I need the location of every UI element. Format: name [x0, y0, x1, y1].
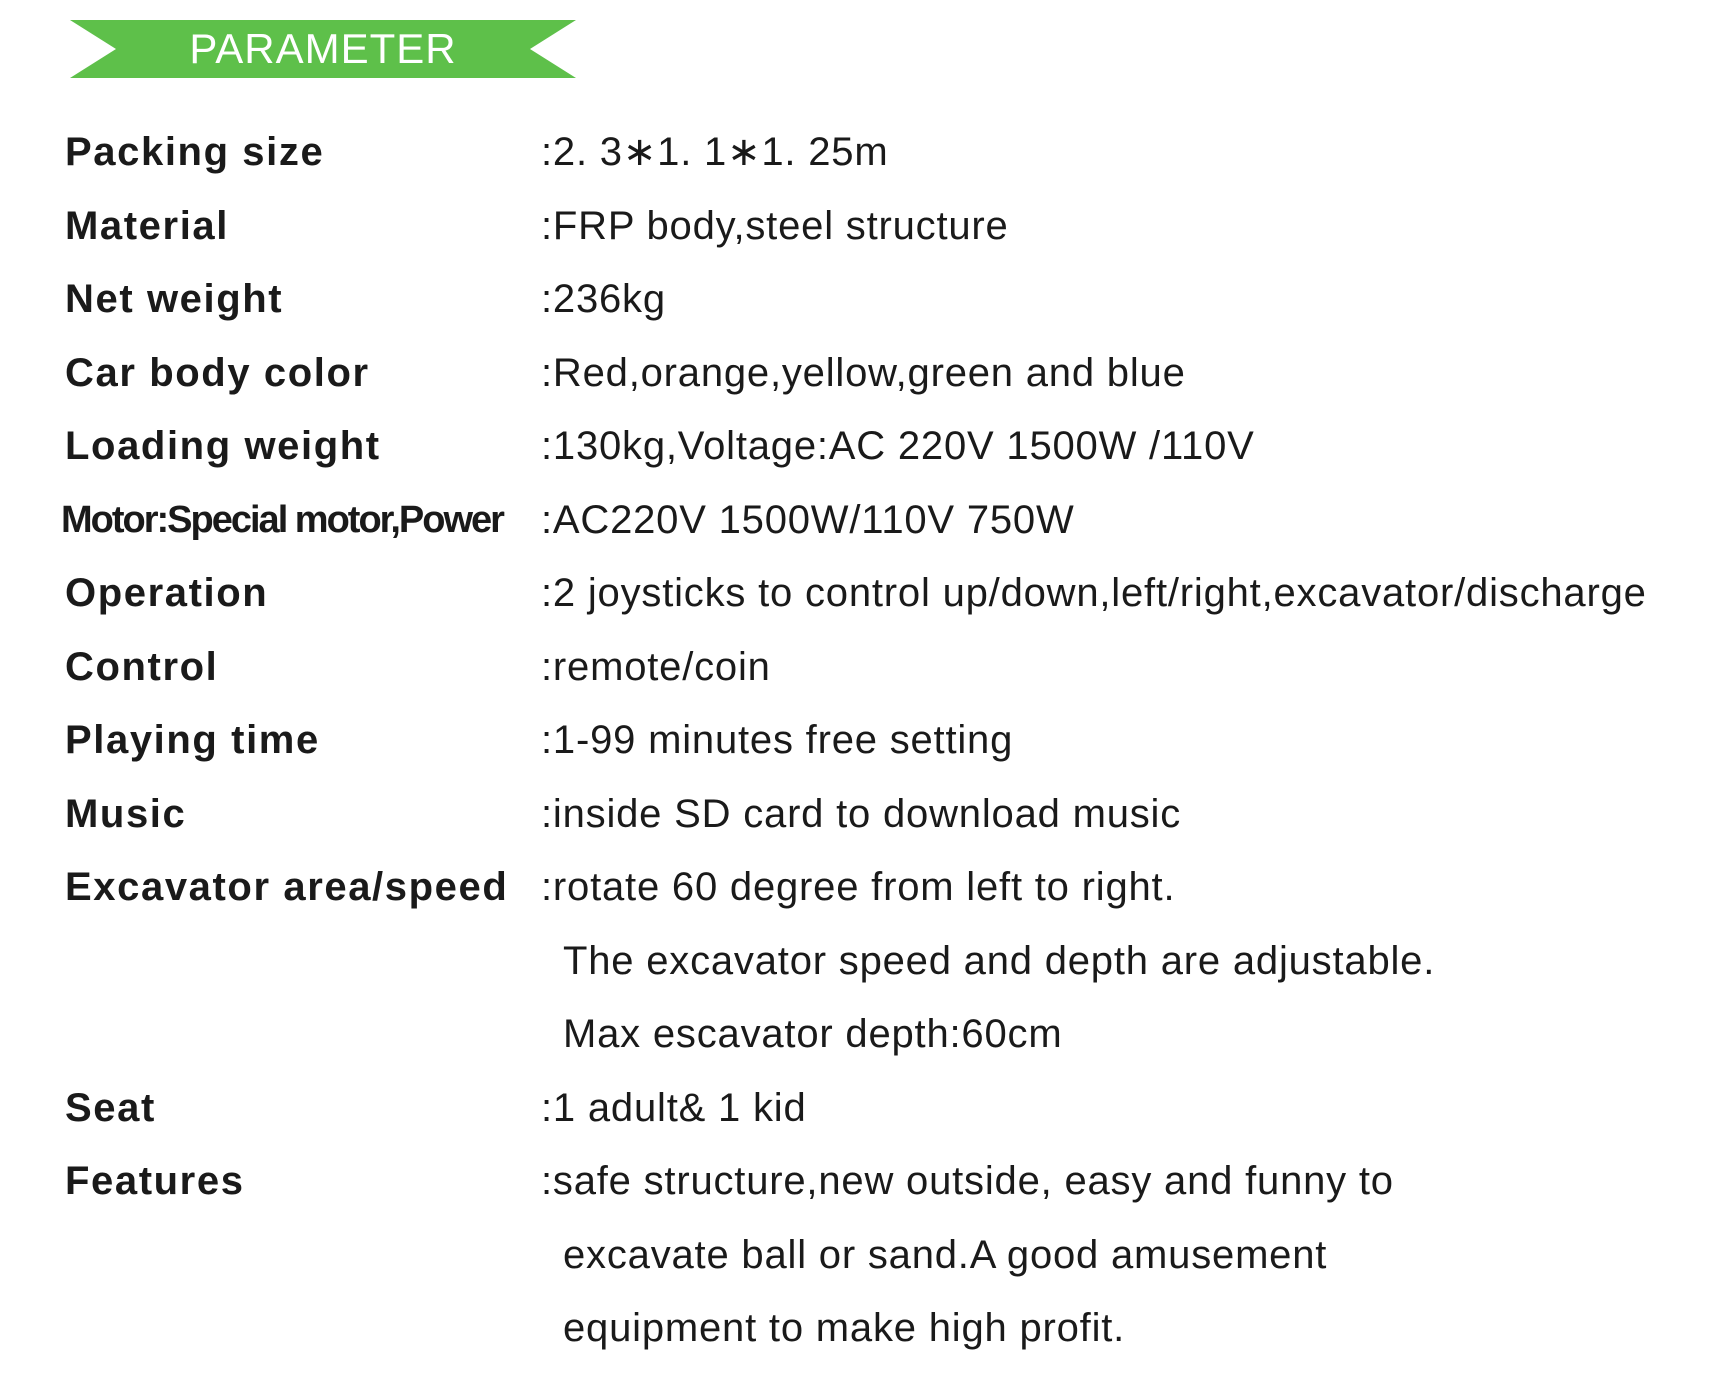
param-line — [0, 998, 1735, 1072]
param-line — [0, 557, 1735, 631]
param-row — [0, 116, 1735, 190]
param-line — [0, 190, 1735, 264]
param-value: The excavator speed and depth are adjustable. — [563, 938, 1436, 983]
param-value: :rotate 60 degree from left to right. — [541, 865, 1176, 909]
param-line — [0, 704, 1735, 778]
param-value: :remote/coin — [541, 644, 771, 689]
param-value: :1 adult& 1 kid — [541, 1085, 807, 1130]
param-line — [0, 410, 1735, 484]
param-line — [0, 1219, 1735, 1293]
param-label: Net weight — [65, 277, 284, 321]
param-label: Operation — [65, 571, 269, 615]
param-value: :Red,orange,yellow,green and blue — [541, 350, 1186, 395]
param-value: :2 joysticks to control up/down,left/right,excavator/discharge — [541, 571, 1647, 615]
param-row — [0, 484, 1735, 558]
param-row — [0, 631, 1735, 705]
param-line — [0, 778, 1735, 852]
param-line — [0, 631, 1735, 705]
param-row — [0, 778, 1735, 852]
param-row — [0, 1072, 1735, 1146]
param-label: Playing time — [65, 718, 320, 762]
param-row — [0, 1145, 1735, 1366]
param-value: :1-99 minutes free setting — [541, 718, 1014, 762]
param-row — [0, 557, 1735, 631]
param-line — [0, 484, 1735, 558]
param-row — [0, 851, 1735, 1072]
param-row — [0, 704, 1735, 778]
banner-title: PARAMETER — [189, 25, 457, 72]
param-label: Material — [65, 203, 229, 248]
param-value: :130kg,Voltage:AC 220V 1500W /110V — [541, 424, 1255, 468]
param-label: Packing size — [65, 130, 325, 174]
param-line — [0, 116, 1735, 190]
param-line — [0, 851, 1735, 925]
param-value: :safe structure,new outside, easy and funny to — [541, 1159, 1394, 1203]
param-label: Control — [65, 644, 219, 689]
parameter-banner — [70, 20, 576, 78]
param-line — [0, 1145, 1735, 1219]
param-label: Excavator area/speed — [65, 865, 509, 909]
param-label: Music — [65, 791, 187, 836]
parameter-list — [0, 116, 1735, 1366]
param-label: Seat — [65, 1085, 156, 1130]
param-value: :inside SD card to download music — [541, 791, 1182, 836]
param-label: Motor:Special motor,Power — [61, 498, 503, 541]
param-line — [0, 925, 1735, 999]
param-value: excavate ball or sand.A good amusement — [563, 1232, 1328, 1277]
param-line — [0, 1292, 1735, 1366]
param-line — [0, 337, 1735, 411]
param-label: Loading weight — [65, 424, 381, 468]
param-line — [0, 1072, 1735, 1146]
param-label: Car body color — [65, 350, 370, 395]
param-line — [0, 263, 1735, 337]
param-value: :AC220V 1500W/110V 750W — [541, 497, 1075, 542]
param-row — [0, 337, 1735, 411]
param-value: :2. 3∗1. 1∗1. 25m — [541, 130, 889, 174]
param-value: Max escavator depth:60cm — [563, 1012, 1063, 1056]
param-label: Features — [65, 1159, 245, 1203]
param-row — [0, 263, 1735, 337]
param-value: equipment to make high profit. — [563, 1306, 1126, 1350]
param-value: :FRP body,steel structure — [541, 203, 1009, 248]
param-row — [0, 410, 1735, 484]
param-value: :236kg — [541, 277, 666, 321]
param-row — [0, 190, 1735, 264]
